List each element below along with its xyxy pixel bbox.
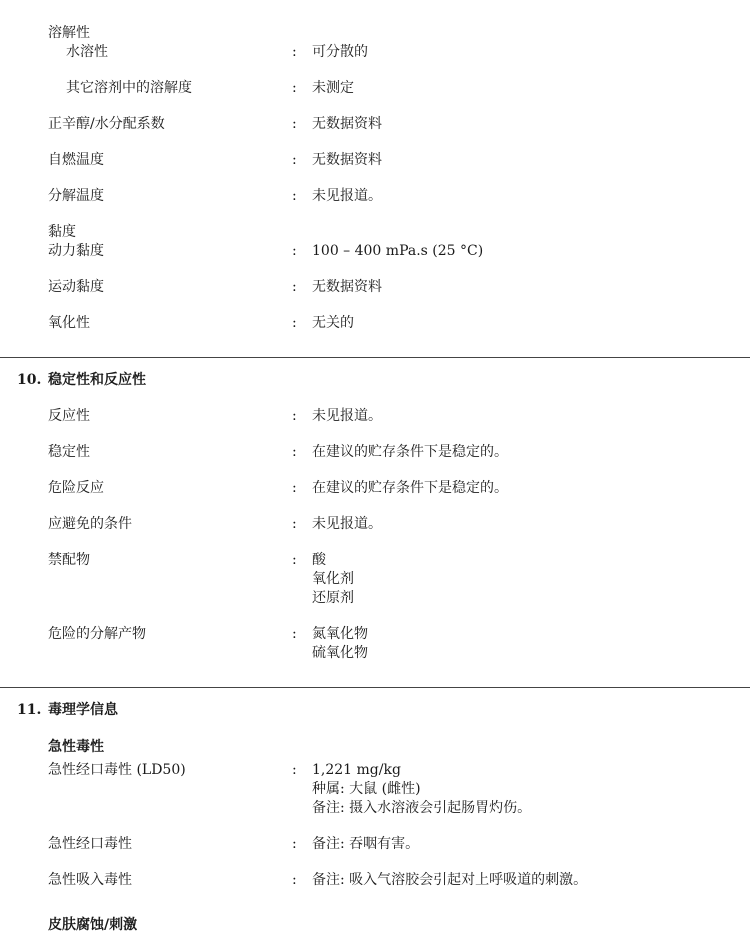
incompatible-material-item: 氧化剂: [312, 571, 354, 587]
conditions-to-avoid-value: 未见报道。: [312, 516, 382, 532]
stability-label: 稳定性: [48, 444, 90, 460]
colon: :: [292, 243, 297, 259]
colon: :: [292, 116, 297, 132]
colon: :: [292, 80, 297, 96]
oral-ld50-value: 1,221 mg/kg: [312, 762, 401, 778]
section-divider: [0, 357, 750, 358]
oxidizing-label: 氧化性: [48, 315, 90, 331]
hazardous-reactions-value: 在建议的贮存条件下是稳定的。: [312, 480, 508, 496]
dynamic-viscosity-value: 100 – 400 mPa.s (25 °C): [312, 243, 484, 259]
acute-inhalation-toxicity-label: 急性吸入毒性: [48, 872, 132, 888]
colon: :: [292, 516, 297, 532]
solubility-heading: 溶解性: [48, 25, 90, 41]
section-number: 11.: [17, 702, 42, 718]
colon: :: [292, 408, 297, 424]
colon: :: [292, 152, 297, 168]
dynamic-viscosity-label: 动力黏度: [48, 243, 104, 259]
decomposition-temperature-label: 分解温度: [48, 188, 104, 204]
section-divider: [0, 687, 750, 688]
incompatible-material-item: 还原剂: [312, 590, 354, 606]
colon: :: [292, 188, 297, 204]
hazardous-reactions-label: 危险反应: [48, 480, 104, 496]
autoignition-value: 无数据资料: [312, 152, 382, 168]
colon: :: [292, 552, 297, 568]
colon: :: [292, 279, 297, 295]
colon: :: [292, 44, 297, 60]
colon: :: [292, 444, 297, 460]
conditions-to-avoid-label: 应避免的条件: [48, 516, 132, 532]
stability-value: 在建议的贮存条件下是稳定的。: [312, 444, 508, 460]
decomposition-temperature-value: 未见报道。: [312, 188, 382, 204]
colon: :: [292, 315, 297, 331]
other-solvent-solubility-label: 其它溶剂中的溶解度: [66, 80, 192, 96]
colon: :: [292, 762, 297, 778]
decomposition-product-item: 氮氧化物: [312, 626, 368, 642]
reactivity-label: 反应性: [48, 408, 90, 424]
partition-coefficient-label: 正辛醇/水分配系数: [48, 116, 165, 132]
skin-corrosion-heading: 皮肤腐蚀/刺激: [48, 917, 138, 933]
other-solvent-solubility-value: 未测定: [312, 80, 354, 96]
kinematic-viscosity-value: 无数据资料: [312, 279, 382, 295]
decomposition-product-item: 硫氧化物: [312, 645, 368, 661]
colon: :: [292, 836, 297, 852]
section-title: 毒理学信息: [48, 702, 118, 718]
decomposition-products-label: 危险的分解产物: [48, 626, 146, 642]
acute-toxicity-heading: 急性毒性: [48, 739, 104, 755]
colon: :: [292, 872, 297, 888]
incompatible-material-item: 酸: [312, 552, 326, 568]
water-solubility-label: 水溶性: [66, 44, 108, 60]
acute-oral-toxicity-value: 备注: 吞咽有害。: [312, 836, 420, 852]
water-solubility-value: 可分散的: [312, 44, 368, 60]
oral-ld50-remark: 备注: 摄入水溶液会引起肠胃灼伤。: [312, 800, 532, 816]
reactivity-value: 未见报道。: [312, 408, 382, 424]
autoignition-label: 自燃温度: [48, 152, 104, 168]
acute-inhalation-toxicity-value: 备注: 吸入气溶胶会引起对上呼吸道的刺激。: [312, 872, 588, 888]
colon: :: [292, 626, 297, 642]
incompatible-materials-label: 禁配物: [48, 552, 90, 568]
viscosity-heading: 黏度: [48, 224, 76, 240]
section-title: 稳定性和反应性: [48, 372, 146, 388]
oral-ld50-label: 急性经口毒性 (LD50): [48, 762, 186, 778]
kinematic-viscosity-label: 运动黏度: [48, 279, 104, 295]
colon: :: [292, 480, 297, 496]
acute-oral-toxicity-label: 急性经口毒性: [48, 836, 132, 852]
section-number: 10.: [17, 372, 42, 388]
partition-coefficient-value: 无数据资料: [312, 116, 382, 132]
oral-ld50-species: 种属: 大鼠 (雌性): [312, 781, 421, 797]
oxidizing-value: 无关的: [312, 315, 354, 331]
